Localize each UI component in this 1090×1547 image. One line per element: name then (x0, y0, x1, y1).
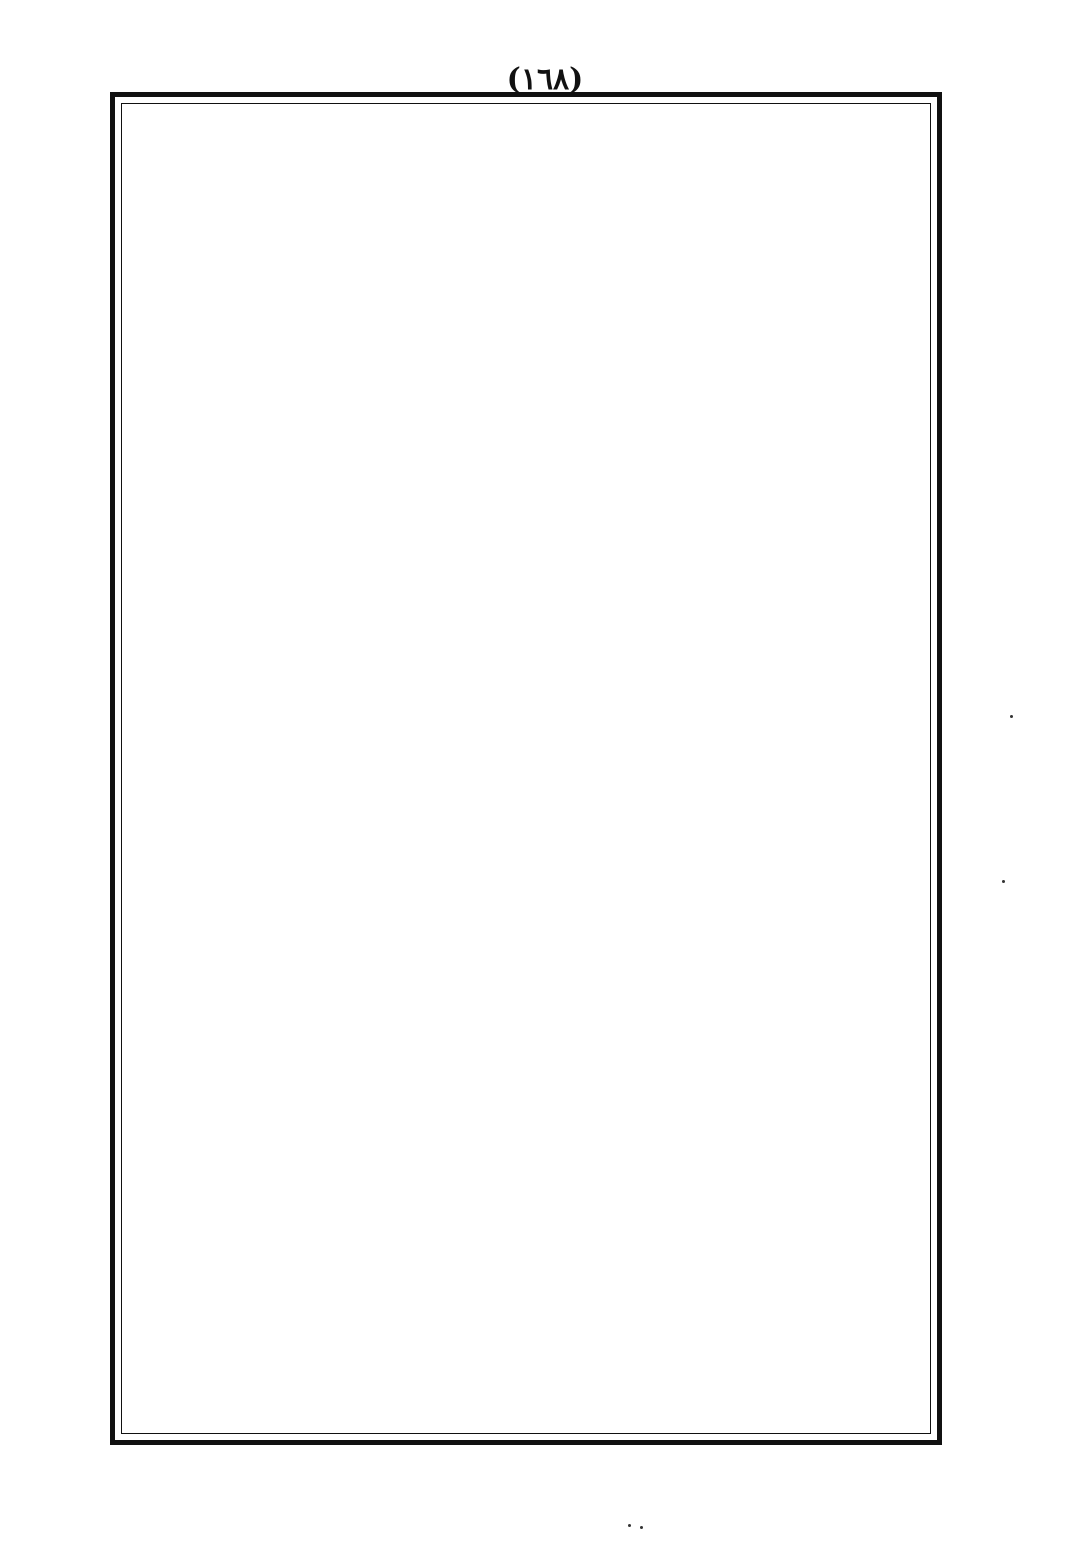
text-line-5 (134, 333, 918, 381)
text-line-20 (134, 1145, 918, 1193)
text-line-17 (134, 982, 918, 1030)
text-line-10 (134, 603, 918, 651)
scan-speck (628, 1524, 631, 1527)
text-frame (110, 92, 942, 1445)
text-line-25 (134, 1415, 918, 1463)
text-line-2 (134, 170, 918, 218)
text-line-21 (134, 1199, 918, 1247)
text-line-15 (134, 874, 918, 922)
text-frame-inner-rule (121, 103, 931, 1434)
text-line-22 (134, 1253, 918, 1301)
text-line-4 (134, 278, 918, 326)
text-line-14 (134, 820, 918, 868)
text-line-16 (134, 928, 918, 976)
text-line-7 (134, 441, 918, 489)
text-line-8 (134, 495, 918, 543)
text-line-23 (134, 1307, 918, 1355)
text-line-18 (134, 1036, 918, 1084)
scan-speck (1002, 880, 1005, 883)
text-line-24 (134, 1361, 918, 1409)
body-text (134, 116, 918, 1421)
text-line-13 (134, 766, 918, 814)
page-number: (١٦٨) (506, 62, 584, 97)
text-line-1 (134, 116, 918, 164)
text-line-19 (134, 1091, 918, 1139)
text-line-12 (134, 712, 918, 760)
text-line-3 (134, 224, 918, 272)
text-line-9 (134, 549, 918, 597)
scan-speck (1010, 715, 1013, 718)
scan-speck (640, 1526, 643, 1529)
text-line-11 (134, 657, 918, 705)
text-line-6 (134, 387, 918, 435)
